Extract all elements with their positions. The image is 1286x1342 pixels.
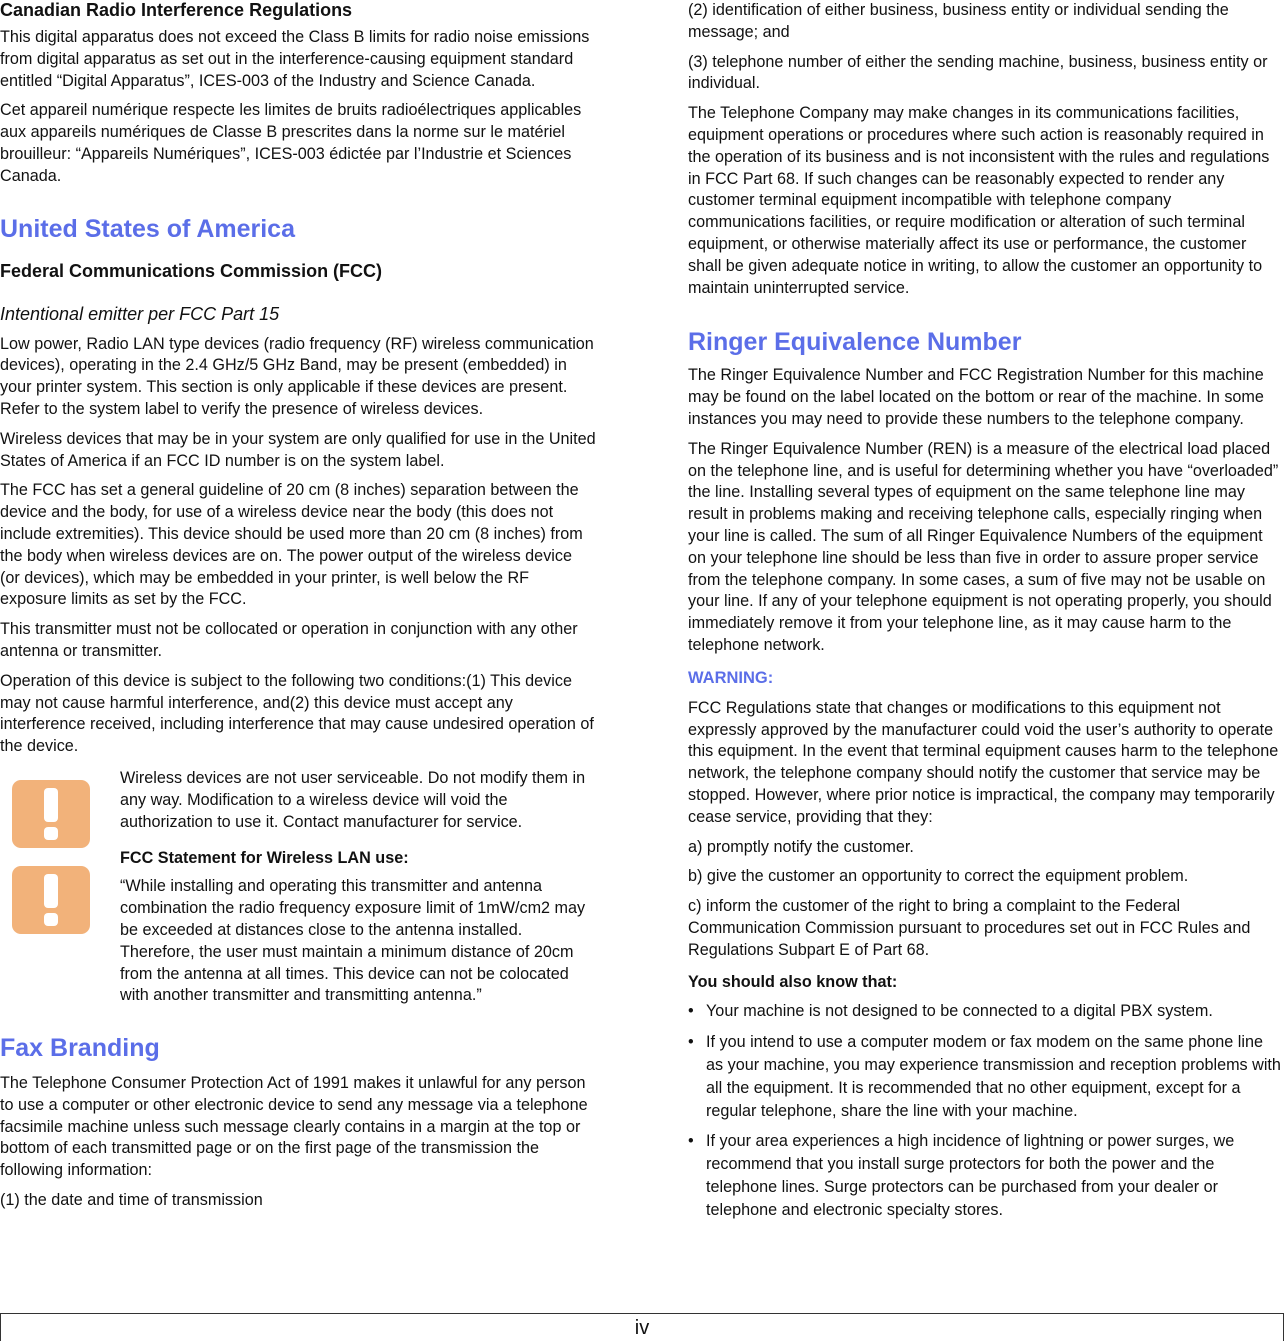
bullet-glyph: • (688, 1033, 694, 1052)
ren-paragraph-1: The Ringer Equivalence Number and FCC Registration Number for this machine may be found on the label located on the bottom or rear of the machine. In some instances you may need to provide these numbers to the telephone company. (688, 366, 1264, 428)
know-label: You should also know that: (688, 973, 898, 992)
fax-item-1: (1) the date and time of transmission (0, 1191, 263, 1210)
right-column (688, 0, 1282, 1230)
warning-icon (12, 780, 90, 848)
low-power-paragraph: Low power, Radio LAN type devices (radio frequency (RF) wireless communication devices), operating in the 2.4 GHz/5 GHz Band, may be present (embedded) in your printer system. This section is only applicable if these devices are present. Refer to the system label to verify the presence of wireless devices. (0, 334, 594, 418)
fax-item-3: (3) telephone number of either the sending machine, business, business entity or individual. (688, 52, 1268, 93)
wireless-qualified-paragraph: Wireless devices that may be in your system are only qualified for use in the United States of America if an FCC ID number is on the system label. (0, 429, 596, 470)
collocated-paragraph: This transmitter must not be collocated or operation in conjunction with any other antenna or transmitter. (0, 620, 578, 660)
canada-paragraph-english: This digital apparatus does not exceed the Class B limits for radio noise emissions from digital apparatus as set out in the interference-causing equipment standard entitled “Digital Apparatus”, ICES-003 of the Industry and Science Canada. (0, 28, 590, 90)
bullet-glyph: • (688, 1002, 694, 1021)
fax-item-2: (2) identification of either business, business entity or individual sending the message; and (688, 1, 1229, 41)
left-column (0, 0, 596, 1220)
emitter-heading: Intentional emitter per FCC Part 15 (0, 303, 280, 324)
note-block (0, 768, 596, 1007)
list-item: • If your area experiences a high incidence of lightning or power surges, we recommend that you install surge protectors for both the power and the telephone lines. Surge protectors can be purchased from your dealer or telephone and electronic specialty stores. (688, 1132, 1235, 1219)
warning-item-a: a) promptly notify the customer. (688, 837, 914, 856)
ren-heading: Ringer Equivalence Number (688, 328, 1022, 357)
operation-paragraph: Operation of this device is subject to the following two conditions:(1) This device may not cause harmful interference, and(2) this device must accept any interference received, including interference that may cause undesired operation of the device. (0, 671, 594, 756)
warning-item-b: b) give the customer an opportunity to correct the equipment problem. (688, 867, 1189, 886)
guideline-paragraph: The FCC has set a general guideline of 20 cm (8 inches) separation between the device and the body, for use of a wireless device near the body (this does not include extremities). This device should be used more than 20 cm (8 inches) from the body when wireless devices are on. The power output of the wireless device (or devices), which may be embedded in your printer, is well below the RF exposure limits as set by the FCC. (0, 481, 583, 609)
warning-icon (12, 866, 90, 934)
canada-paragraph-french: Cet appareil numérique respecte les limites de bruits radioélectriques applicables aux appareils numériques de Classe B prescrites dans la norme sur le matériel brouilleur: “Appareils Numériques”, ICES-003 édictée par l’Industrie et Sciences Canada. (0, 101, 582, 185)
warning-item-c: c) inform the customer of the right to bring a complaint to the Federal Communication Commission pursuant to procedures set out in FCC Rules and Regulations Subpart E of Part 68. (688, 897, 1251, 959)
list-item: • If you intend to use a computer modem or fax modem on the same phone line as your machine, you may experience transmission and reception problems with all the equipment. It is recommended that no other equipment, except for a regular telephone, share the line with your machine. (688, 1033, 1281, 1120)
fax-paragraph: The Telephone Consumer Protection Act of 1991 makes it unlawful for any person to use a computer or other electronic device to send any message via a telephone facsimile machine unless such message clearly contains in a margin at the top or bottom of each transmitted page or on the first page of the transmission the following information: (0, 1074, 588, 1180)
bullet-glyph: • (688, 1132, 694, 1151)
note-fcc-statement-body: “While installing and operating this transmitter and antenna combination the radio frequency exposure limit of 1mW/cm2 may be exceeded at distances close to the antenna installed. Therefore, the user must maintain a minimum distance of 20cm from the antenna at all times. This device can not be colocated with another transmitter and transmitting antenna.” (120, 877, 586, 1005)
usa-heading: United States of America (0, 214, 295, 243)
list-item: • Your machine is not designed to be connected to a digital PBX system. (688, 1000, 1282, 1023)
page-number: iv (634, 1317, 650, 1339)
telephone-company-paragraph: The Telephone Company may make changes in its communications facilities, equipment operations or procedures where such action is reasonably required in the operation of its business and is not inconsistent with the rules and regulations in FCC Part 68. If such changes can be reasonably expected to render any customer terminal equipment incompatible with telephone company communications facilities, or require modification or alteration of such terminal equipment, or otherwise materially affect its use or performance, the customer shall be given adequate notice in writing, to allow the customer an opportunity to maintain uninterrupted service. (688, 104, 1270, 297)
canada-title: Canadian Radio Interference Regulations (0, 0, 353, 20)
fcc-heading: Federal Communications Commission (FCC) (0, 260, 383, 281)
warning-paragraph: FCC Regulations state that changes or modifications to this equipment not expressly approved by the manufacturer could void the user’s authority to operate this equipment. In the event that terminal equipment causes harm to the telephone network, the telephone company should notify the customer that service may be stopped. However, where prior notice is impractical, the company may temporarily cease service, providing that they: (688, 698, 1279, 826)
page-footer (0, 1313, 1284, 1341)
fax-branding-heading: Fax Branding (0, 1034, 160, 1063)
warning-label: WARNING: (688, 668, 774, 687)
note-wireless-service: Wireless devices are not user serviceable. Do not modify them in any way. Modification to a wireless device will void the authorization to use it. Contact manufacturer for service. (120, 768, 586, 831)
note-fcc-statement-title: FCC Statement for Wireless LAN use: (120, 849, 409, 868)
know-list (688, 1000, 1282, 1221)
ren-paragraph-2: The Ringer Equivalence Number (REN) is a measure of the electrical load placed on the telephone line, and is useful for determining whether you have “overloaded” the line. Installing several types of equipment on the same telephone line may result in problems making and receiving telephone calls, especially ringing when your line is called. The sum of all Ringer Equivalence Numbers of the equipment on your telephone line should be less than five in order to assure proper service from the telephone company. In some cases, a sum of five may not be usable on your line. If any of your telephone equipment is not operating properly, you should immediately remove it from your telephone line, as it may cause harm to the telephone network. (688, 439, 1279, 654)
